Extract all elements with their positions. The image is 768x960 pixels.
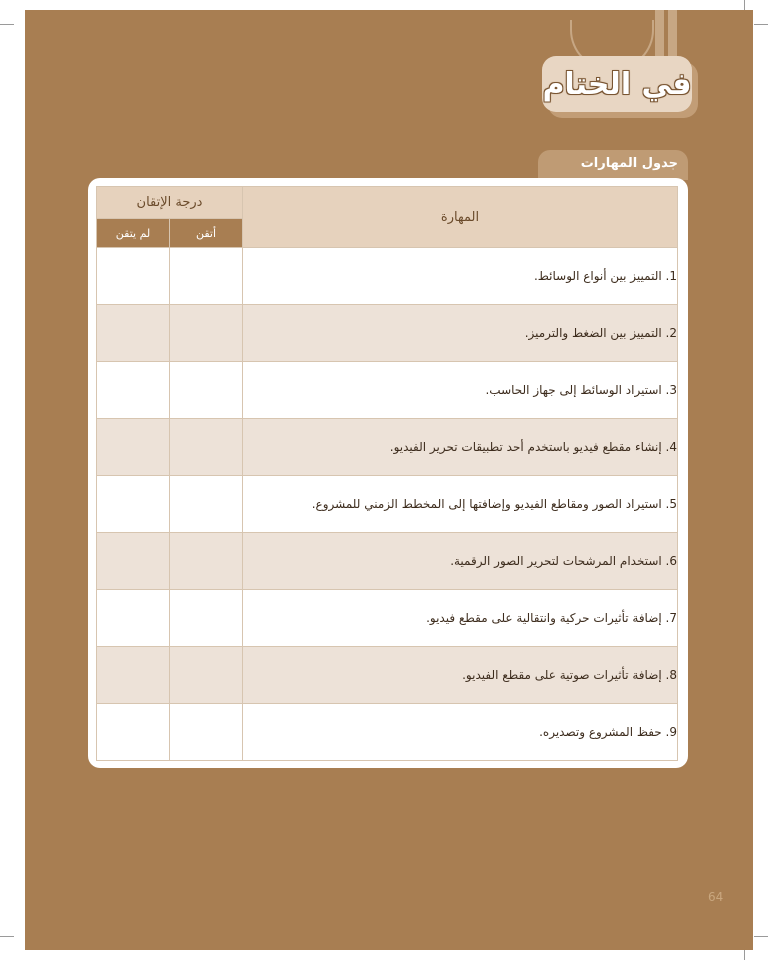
not-mastered-checkbox-cell[interactable] — [97, 533, 170, 590]
mastered-checkbox-cell[interactable] — [170, 362, 243, 419]
not-mastered-checkbox-cell[interactable] — [97, 305, 170, 362]
skill-cell: 8. إضافة تأثيرات صوتية على مقطع الفيديو. — [243, 647, 678, 704]
not-mastered-checkbox-cell[interactable] — [97, 476, 170, 533]
table-row — [97, 248, 678, 305]
table-row — [97, 305, 678, 362]
chapter-title-badge — [542, 56, 692, 112]
table-row — [97, 704, 678, 761]
table-row — [97, 362, 678, 419]
mastered-checkbox-cell[interactable] — [170, 476, 243, 533]
not-mastered-checkbox-cell[interactable] — [97, 419, 170, 476]
not-mastered-checkbox-cell[interactable] — [97, 362, 170, 419]
mastered-column-header: أتقن — [170, 219, 243, 248]
skill-cell: 2. التمييز بين الضغط والترميز. — [243, 305, 678, 362]
skill-cell: 7. إضافة تأثيرات حركية وانتقالية على مقطع فيديو. — [243, 590, 678, 647]
crop-mark — [754, 24, 768, 25]
not-mastered-checkbox-cell[interactable] — [97, 590, 170, 647]
skill-cell: 1. التمييز بين أنواع الوسائط. — [243, 248, 678, 305]
skills-table — [96, 186, 678, 761]
crop-mark — [0, 936, 14, 937]
mastered-checkbox-cell[interactable] — [170, 647, 243, 704]
skill-cell: 4. إنشاء مقطع فيديو باستخدم أحد تطبيقات تحرير الفيديو. — [243, 419, 678, 476]
mastery-level-header: درجة الإتقان — [97, 187, 243, 219]
crop-mark — [754, 936, 768, 937]
table-row — [97, 647, 678, 704]
table-row — [97, 476, 678, 533]
not-mastered-checkbox-cell[interactable] — [97, 704, 170, 761]
section-tab-label: جدول المهارات — [580, 156, 678, 171]
skill-cell: 6. استخدام المرشحات لتحرير الصور الرقمية. — [243, 533, 678, 590]
table-row — [97, 533, 678, 590]
table-row — [97, 419, 678, 476]
mastered-checkbox-cell[interactable] — [170, 590, 243, 647]
mastered-checkbox-cell[interactable] — [170, 704, 243, 761]
not-mastered-column-header: لم يتقن — [97, 219, 170, 248]
mastered-checkbox-cell[interactable] — [170, 533, 243, 590]
skill-cell: 3. استيراد الوسائط إلى جهاز الحاسب. — [243, 362, 678, 419]
mastered-checkbox-cell[interactable] — [170, 419, 243, 476]
mastered-checkbox-cell[interactable] — [170, 305, 243, 362]
skill-column-header: المهارة — [243, 187, 678, 248]
crop-mark — [0, 24, 14, 25]
skill-cell: 9. حفظ المشروع وتصديره. — [243, 704, 678, 761]
page-number: 64 — [708, 890, 724, 904]
skill-cell: 5. استيراد الصور ومقاطع الفيديو وإضافتها إلى المخطط الزمني للمشروع. — [243, 476, 678, 533]
not-mastered-checkbox-cell[interactable] — [97, 248, 170, 305]
chapter-title: في الختام — [542, 66, 692, 102]
table-row — [97, 590, 678, 647]
not-mastered-checkbox-cell[interactable] — [97, 647, 170, 704]
mastered-checkbox-cell[interactable] — [170, 248, 243, 305]
